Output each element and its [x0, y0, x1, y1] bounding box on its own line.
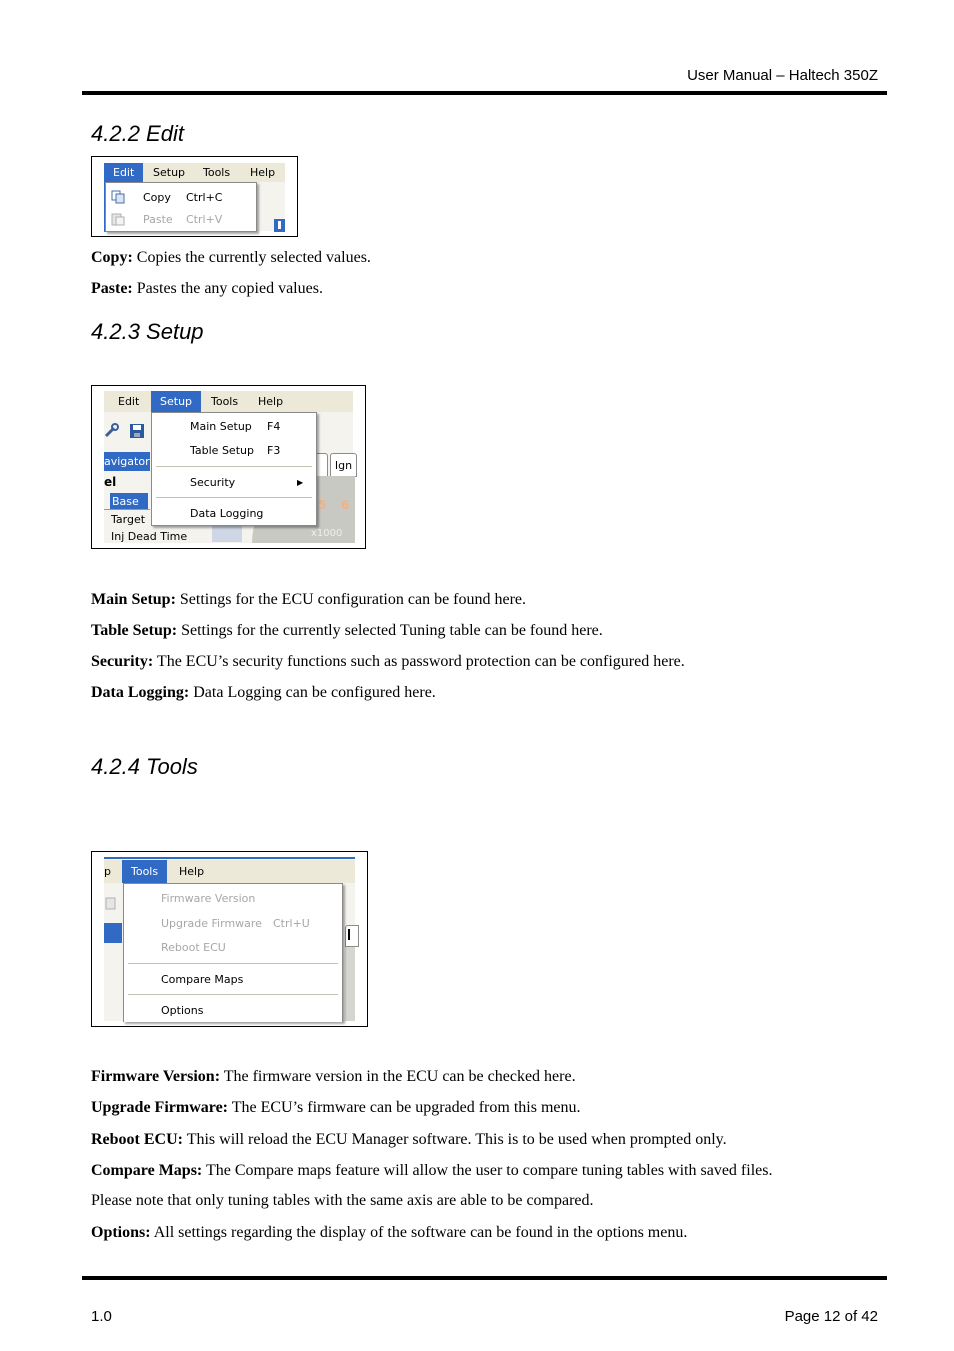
paste-shortcut: Ctrl+V	[186, 212, 223, 226]
menu-item-copy[interactable]	[106, 186, 256, 208]
menu-tools[interactable]: Tools	[211, 395, 239, 408]
desc-paste: Paste: Pastes the any copied values.	[91, 280, 323, 297]
menu-item-security[interactable]: Security ▶	[190, 475, 304, 489]
menu-edit[interactable]: Edit	[104, 163, 143, 182]
copy-shortcut: Ctrl+C	[186, 190, 223, 204]
menu-setup[interactable]: Setup	[153, 166, 186, 179]
section-heading-setup: 4.2.3 Setup	[91, 319, 204, 344]
menu-help[interactable]: Help	[179, 865, 205, 878]
gauge-number-5: 5	[318, 498, 327, 512]
edit-menu-screenshot	[91, 156, 298, 237]
tab-ign[interactable]: Ign	[330, 453, 357, 477]
desc-security: Security: The ECU’s security functions such as password protection can be configured here.	[91, 653, 685, 670]
menu-tools[interactable]: Tools	[122, 860, 167, 883]
tools-dropdown	[123, 883, 343, 1022]
desc-upgrade-firmware: Upgrade Firmware: The ECU’s firmware can be upgraded from this menu.	[91, 1099, 581, 1116]
menu-item-firmware-version[interactable]: Firmware Version	[161, 891, 256, 905]
desc-compare-maps: Compare Maps: The Compare maps feature will allow the user to compare tuning tables with saved files.	[91, 1162, 773, 1179]
desc-main-setup: Main Setup: Settings for the ECU configuration can be found here.	[91, 591, 527, 608]
paste-label: Paste	[143, 212, 173, 226]
menu-item-main-setup[interactable]: Main Setup F4	[190, 419, 281, 433]
menu-bar	[104, 391, 353, 412]
menu-tools[interactable]: Tools	[203, 166, 231, 179]
paste-icon	[111, 212, 125, 226]
menu-bar	[104, 860, 355, 883]
menu-separator	[128, 963, 338, 964]
copy-label: Copy	[143, 190, 171, 204]
menu-bar	[104, 163, 285, 182]
navigator-tab: avigator	[104, 452, 150, 471]
menu-item-table-setup[interactable]: Table Setup F3	[190, 443, 281, 457]
tree-item-inj-dead-time[interactable]: Inj Dead Time	[111, 530, 188, 543]
footer-rule	[82, 1276, 887, 1280]
menu-item-options[interactable]: Options	[161, 1003, 204, 1017]
desc-copy: Copy: Copies the currently selected values.	[91, 249, 371, 266]
desc-firmware-version: Firmware Version: The firmware version in the ECU can be checked here.	[91, 1068, 576, 1085]
paste-icon	[105, 896, 119, 910]
gauge-unit: x1000	[311, 528, 343, 539]
desc-compare-maps-note: Please note that only tuning tables with the same axis are able to be compared.	[91, 1192, 594, 1209]
menu-item-paste[interactable]	[106, 208, 256, 230]
menu-setup[interactable]: Setup	[151, 391, 201, 412]
panel-title: el	[104, 475, 117, 489]
submenu-arrow-icon: ▶	[297, 477, 304, 487]
save-icon	[129, 423, 145, 439]
desc-reboot-ecu: Reboot ECU: This will reload the ECU Manager software. This is to be used when prompted only.	[91, 1131, 727, 1148]
gauge-number-6: 6	[341, 498, 350, 512]
desc-data-logging: Data Logging: Data Logging can be configured here.	[91, 684, 436, 701]
setup-dropdown	[151, 412, 317, 526]
menu-setup-partial[interactable]: p	[104, 865, 111, 878]
menu-help[interactable]: Help	[250, 166, 276, 179]
menu-item-upgrade-firmware[interactable]: Upgrade Firmware Ctrl+U	[161, 916, 310, 930]
tree-item-base[interactable]: Base	[110, 493, 148, 510]
menu-separator	[128, 994, 338, 995]
header-title: User Manual – Haltech 350Z	[687, 67, 878, 84]
desc-table-setup: Table Setup: Settings for the currently selected Tuning table can be found here.	[91, 622, 603, 639]
wrench-icon	[104, 422, 120, 438]
section-heading-tools: 4.2.4 Tools	[91, 754, 198, 779]
menu-edit[interactable]: Edit	[118, 395, 140, 408]
copy-icon	[111, 190, 125, 204]
menu-item-reboot-ecu[interactable]: Reboot ECU	[161, 940, 226, 954]
section-heading-edit: 4.2.2 Edit	[91, 121, 184, 146]
tree-item-target[interactable]: Target	[111, 513, 146, 526]
footer-version: 1.0	[91, 1308, 112, 1325]
tools-menu-screenshot	[91, 851, 368, 1027]
edit-dropdown	[105, 182, 257, 232]
menu-separator	[156, 497, 312, 498]
menu-item-data-logging[interactable]: Data Logging	[190, 506, 264, 520]
footer-page-number: Page 12 of 42	[784, 1308, 878, 1325]
desc-options: Options: All settings regarding the display of the software can be found in the options menu.	[91, 1224, 688, 1241]
menu-separator	[156, 466, 312, 467]
header-rule	[82, 91, 887, 95]
menu-item-compare-maps[interactable]: Compare Maps	[161, 972, 244, 986]
setup-menu-screenshot	[91, 385, 366, 549]
menu-help[interactable]: Help	[258, 395, 284, 408]
